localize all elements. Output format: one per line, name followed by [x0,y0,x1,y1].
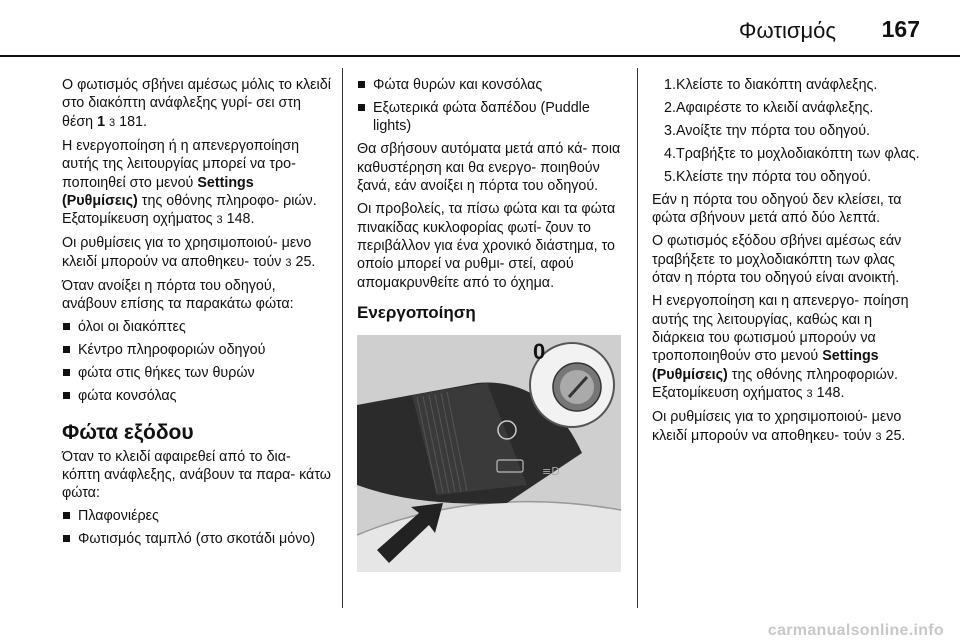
step-text: Κλείστε την πόρτα του οδηγού. [676,169,872,185]
column-1 [62,76,332,553]
column-3 [652,76,920,451]
reference-arrow-icon: 3 [285,256,292,269]
paragraph: Ο φωτισμός εξόδου σβήνει αμέσως εάν τραβήξετε το μοχλοδιακόπτη των φλας όταν η πόρτα του οδηγού είναι ανοικτή. [652,233,902,287]
menu-name: Settings (Ρυθμίσεις) [652,348,879,383]
list-item: Πλαφονιέρες [62,507,332,525]
reference-arrow-icon: 3 [109,116,116,129]
paragraph: Οι προβολείς, τα πίσω φώτα και τα φώτα πινακίδας κυκλοφορίας φωτί- ζουν το περιβάλλον για ένα χρονικό διάστημα, το οποίο μπορεί να ρυθμι- στεί, αφού απομακρυνθείτε από το όχημα. [357,201,616,291]
section-heading: Φώτα εξόδου [62,420,194,444]
light-switch-figure [357,335,621,572]
paragraph-text: της οθόνης πληροφοριών. Εξατομίκευση οχήματος [652,366,898,402]
reference-arrow-icon: 3 [216,214,223,227]
paragraph-text: Οι ρυθμίσεις για το χρησιμοποιού- μενο κλειδί μπορούν να αποθηκευ- τούν [62,235,312,270]
page-reference-link[interactable]: 25. [295,253,316,270]
paragraph-text: της οθόνης πληροφο- ριών. Εξατομίκευση οχήματος [62,193,317,228]
step-number: 4. [664,146,676,162]
paragraph: Θα σβήσουν αυτόματα μετά από κά- ποια καθυστέρηση και θα ενεργο- ποιηθούν ξανά, εάν ανοίξει η πόρτα του οδηγού. [357,141,621,195]
page-reference-link[interactable]: 181. [119,113,147,130]
paragraph-text: Η ενεργοποίηση και η απενεργο- ποίηση αυτής της λειτουργίας, καθώς και η διάρκεια του φωτισμού μπορούν να τροποποιηθούν στο μενού [652,293,909,365]
paragraph: Όταν το κλειδί αφαιρεθεί από το δια- κόπτη ανάφλεξης, ανάβουν τα παρα- κάτω φώτα: [62,448,331,502]
paragraph [652,408,920,446]
step-text: Κλείστε το διακόπτη ανάφλεξης. [676,77,878,93]
section-title: Φωτισμός [738,18,836,43]
paragraph [62,137,332,230]
step-number: 5. [664,169,676,185]
paragraph [62,234,332,272]
paragraph: Όταν ανοίξει η πόρτα του οδηγού, ανάβουν επίσης τα παρακάτω φώτα: [62,277,294,313]
subsection-heading: Ενεργοποίηση [357,303,476,323]
page-header [0,0,960,56]
list-item [652,145,920,163]
step-text: Τραβήξτε το μοχλοδιακόπτη των φλας. [676,146,920,162]
list-item: Φωτισμός ταμπλό (στο σκοτάδι μόνο) [62,530,332,548]
steps-list [652,76,920,186]
step-number: 2. [664,100,676,116]
column-2 [357,76,627,572]
watermark-link[interactable]: carmanualsonline.info [767,622,944,639]
list-item: Εξωτερικά φώτα δαπέδου (Puddle lights) [357,99,627,136]
page-footer [0,622,960,642]
step-number: 1. [664,77,676,93]
stalk-illustration [357,335,621,572]
step-text: Αφαιρέστε το κλειδί ανάφλεξης. [676,100,874,116]
paragraph-text: Οι ρυθμίσεις για το χρησιμοποιού- μενο κλειδί μπορούν να αποθηκευ- τούν [652,409,902,444]
page-reference-link[interactable]: 148. [226,211,255,228]
page-number: 167 [881,16,920,42]
column-divider [342,68,343,608]
step-text: Ανοίξτε την πόρτα του οδηγού. [676,123,871,139]
paragraph [62,76,332,132]
position-label: 1 [97,113,106,130]
list-item [652,168,920,186]
list-item: φώτα στις θήκες των θυρών [62,364,332,382]
list-item [652,76,920,94]
paragraph-text: Η ενεργοποίηση ή η απενεργοποίηση αυτής της λειτουργίας μπορεί να τρο- ποποιηθεί στο μενού [62,137,300,191]
page-reference-link[interactable]: 148. [816,385,845,402]
list-item [652,122,920,140]
bullet-list [62,507,332,548]
list-item [652,99,920,117]
svg-text:≡D: ≡D [542,464,560,478]
list-item: Φώτα θυρών και κονσόλας [357,76,627,94]
page-reference-link[interactable]: 25. [885,427,906,444]
key-position-label: 0 [533,338,546,364]
header-rule [0,55,960,57]
bullet-list [357,76,627,136]
paragraph-text: Ο φωτισμός σβήνει αμέσως μόλις το κλειδί στο διακόπτη ανάφλεξης γυρί- σει στη θέση [62,77,331,130]
paragraph [652,292,920,403]
list-item: όλοι οι διακόπτες [62,318,332,336]
reference-arrow-icon: 3 [806,388,813,401]
column-divider [637,68,638,608]
reference-arrow-icon: 3 [875,430,882,443]
list-item: φώτα κονσόλας [62,387,332,405]
bullet-list [62,318,332,405]
list-item: Κέντρο πληροφοριών οδηγού [62,341,332,359]
paragraph: Εάν η πόρτα του οδηγού δεν κλείσει, τα φώτα σβήνουν μετά από δύο λεπτά. [652,192,902,227]
step-number: 3. [664,123,676,139]
menu-name: Settings (Ρυθμίσεις) [62,174,254,210]
